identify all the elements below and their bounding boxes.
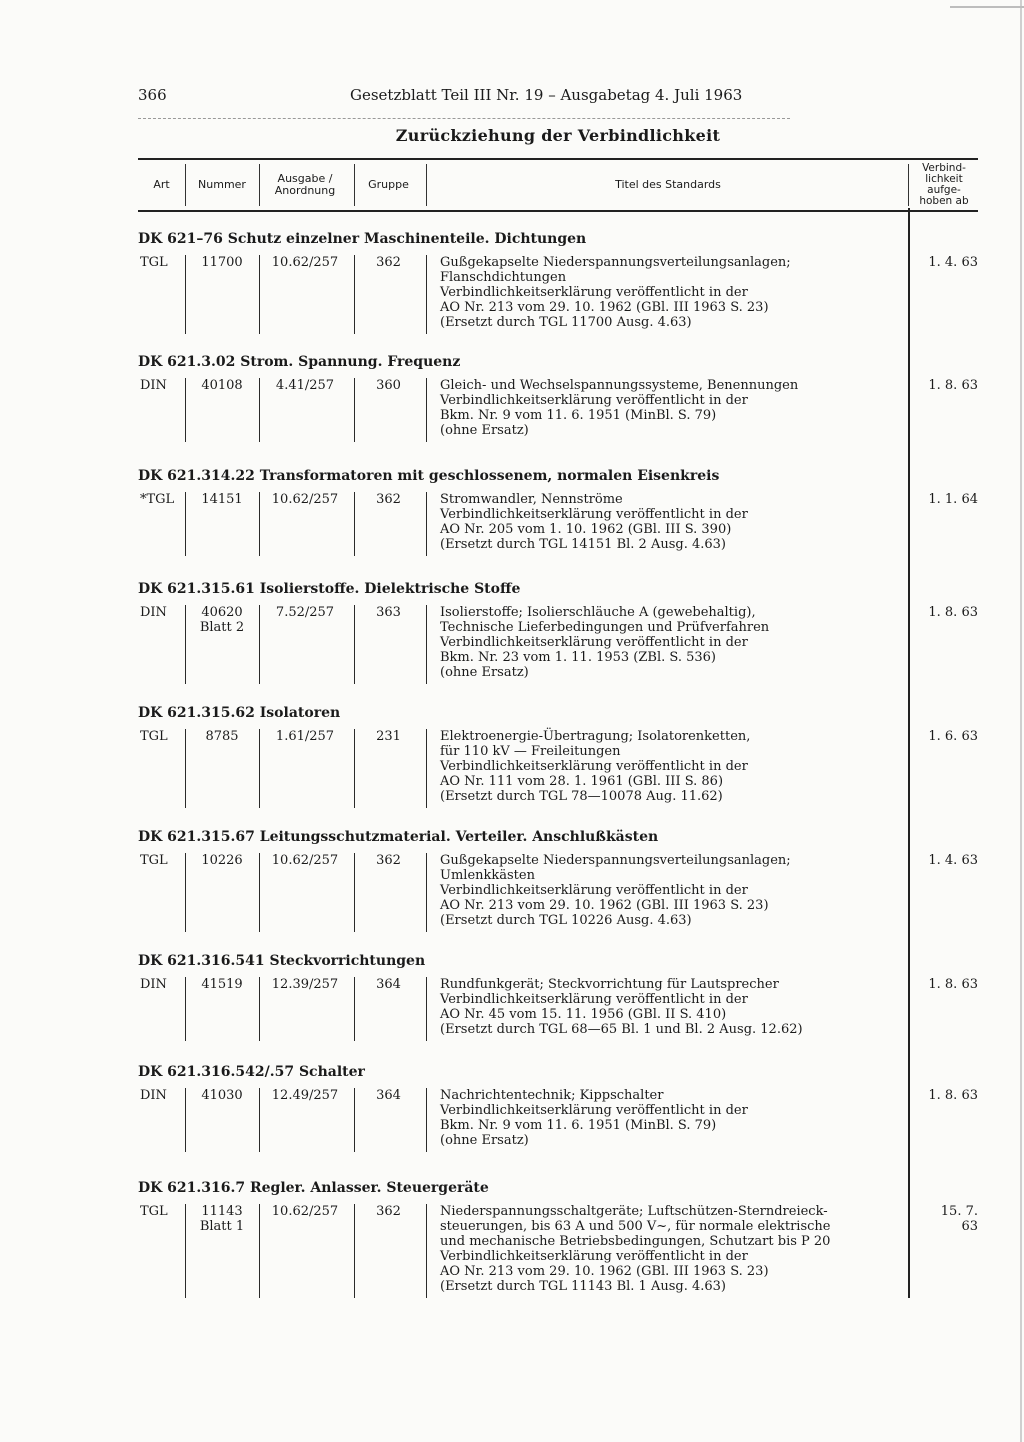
nummer-line: 41030 <box>201 1088 243 1103</box>
cell-gruppe: 363 <box>376 605 401 620</box>
cell-ausgabe: 10.62/257 <box>271 853 339 868</box>
column-separator <box>185 605 186 684</box>
column-separator <box>185 255 186 334</box>
titel-line: Stromwandler, Nennströme <box>440 492 623 507</box>
cell-aufgehoben-ab: 1. 8. 63 <box>928 378 978 393</box>
titel-line: (ohne Ersatz) <box>440 1133 529 1148</box>
cell-ausgabe: 4.41/257 <box>275 378 335 393</box>
titel-line: Technische Lieferbedingungen und Prüfverfahren <box>440 620 770 635</box>
titel-line: Bkm. Nr. 23 vom 1. 11. 1953 (ZBl. S. 536) <box>440 650 716 665</box>
titel-line: AO Nr. 213 vom 29. 10. 1962 (GBl. III 1963 S. 23) <box>440 898 769 913</box>
page-number: 366 <box>138 86 167 104</box>
titel-line: Verbindlichkeitserklärung veröffentlicht in der <box>440 507 748 522</box>
column-separator <box>354 1204 355 1298</box>
cell-ausgabe: 7.52/257 <box>275 605 335 620</box>
titel-line: steuerungen, bis 63 A und 500 V~, für normale elektrische <box>440 1219 831 1234</box>
cell-nummer <box>185 605 259 635</box>
nummer-line: Blatt 1 <box>199 1219 245 1234</box>
cell-titel <box>440 605 905 680</box>
titel-line: Gußgekapselte Niederspannungsverteilungsanlagen; <box>440 853 791 868</box>
column-separator <box>426 977 427 1041</box>
column-separator <box>185 729 186 808</box>
titel-line: Verbindlichkeitserklärung veröffentlicht in der <box>440 1103 748 1118</box>
titel-line: Verbindlichkeitserklärung veröffentlicht in der <box>440 1249 748 1264</box>
titel-line: Isolierstoffe; Isolierschläuche A (gewebehaltig), <box>440 605 756 620</box>
cell-aufgehoben-ab: 1. 4. 63 <box>928 853 978 868</box>
cell-nummer <box>185 853 259 868</box>
titel-line: (Ersetzt durch TGL 10226 Ausg. 4.63) <box>440 913 692 928</box>
titel-line: Verbindlichkeitserklärung veröffentlicht in der <box>440 285 748 300</box>
cell-aufgehoben-ab: 1. 8. 63 <box>928 1088 978 1103</box>
nummer-line: 11143 <box>201 1204 243 1219</box>
cell-titel <box>440 255 905 330</box>
cell-ausgabe: 12.49/257 <box>271 1088 339 1103</box>
titel-line: (Ersetzt durch TGL 14151 Bl. 2 Ausg. 4.63) <box>440 537 726 552</box>
titel-line: Niederspannungsschaltgeräte; Luftschützen-Sterndreieck- <box>440 1204 828 1219</box>
titel-line: Verbindlichkeitserklärung veröffentlicht in der <box>440 759 748 774</box>
header-separator <box>354 164 355 206</box>
titel-line: Gleich- und Wechselspannungssysteme, Benennungen <box>440 378 799 393</box>
header-separator <box>908 164 909 206</box>
group-heading: DK 621.316.541 Steckvorrichtungen <box>138 953 426 969</box>
cell-titel <box>440 853 905 928</box>
col-header-titel: Titel des Standards <box>615 178 721 191</box>
table-row <box>138 605 978 684</box>
group-heading: DK 621.316.542/.57 Schalter <box>138 1064 365 1080</box>
column-separator <box>259 255 260 334</box>
titel-line: Flanschdichtungen <box>440 270 567 285</box>
cell-ausgabe: 1.61/257 <box>275 729 335 744</box>
cell-nummer <box>185 492 259 507</box>
nummer-line: 40108 <box>201 378 243 393</box>
titel-line: Verbindlichkeitserklärung veröffentlicht in der <box>440 883 748 898</box>
running-title: Gesetzblatt Teil III Nr. 19 – Ausgabetag 4. Juli 1963 <box>350 86 743 104</box>
cell-gruppe: 364 <box>376 977 401 992</box>
nummer-line: 8785 <box>205 729 239 744</box>
titel-line: AO Nr. 45 vom 15. 11. 1956 (GBl. II S. 410) <box>440 1007 727 1022</box>
group-heading: DK 621.315.67 Leitungsschutzmaterial. Verteiler. Anschlußkästen <box>138 829 659 845</box>
column-separator <box>354 492 355 556</box>
cell-aufgehoben-ab: 15. 7. 63 <box>940 1204 978 1234</box>
cell-nummer <box>185 1088 259 1103</box>
table-row <box>138 729 978 808</box>
table-row <box>138 977 978 1041</box>
column-separator <box>185 378 186 442</box>
header-separator <box>426 164 427 206</box>
column-separator <box>259 605 260 684</box>
cell-aufgehoben-ab: 1. 6. 63 <box>928 729 978 744</box>
column-separator <box>259 1204 260 1298</box>
col-header-aufgehoben-ab: Verbind- lichkeit aufge- hoben ab <box>919 162 969 207</box>
group-heading: DK 621.316.7 Regler. Anlasser. Steuergeräte <box>138 1180 489 1196</box>
column-separator <box>426 1204 427 1298</box>
running-head <box>138 86 978 108</box>
group-heading: DK 621–76 Schutz einzelner Maschinenteile. Dichtungen <box>138 231 587 247</box>
column-separator <box>259 853 260 932</box>
cell-gruppe: 364 <box>376 1088 401 1103</box>
table-row <box>138 1204 978 1298</box>
column-separator <box>426 1088 427 1152</box>
nummer-line: Blatt 2 <box>199 620 245 635</box>
cell-gruppe: 362 <box>376 492 401 507</box>
section-title: Zurückziehung der Verbindlichkeit <box>395 126 721 145</box>
table-row <box>138 255 978 334</box>
titel-line: Gußgekapselte Niederspannungsverteilungsanlagen; <box>440 255 791 270</box>
cell-titel <box>440 729 905 804</box>
column-separator <box>354 853 355 932</box>
column-separator <box>426 255 427 334</box>
header-separator <box>259 164 260 206</box>
titel-line: Verbindlichkeitserklärung veröffentlicht in der <box>440 393 748 408</box>
column-separator <box>354 255 355 334</box>
column-separator <box>426 605 427 684</box>
titel-line: AO Nr. 205 vom 1. 10. 1962 (GBl. III S. 390) <box>440 522 732 537</box>
cell-titel <box>440 1088 905 1148</box>
titel-line: (ohne Ersatz) <box>440 665 529 680</box>
titel-line: AO Nr. 213 vom 29. 10. 1962 (GBl. III 1963 S. 23) <box>440 1264 769 1279</box>
column-separator <box>259 1088 260 1152</box>
cell-titel <box>440 977 905 1037</box>
titel-line: Rundfunkgerät; Steckvorrichtung für Lautsprecher <box>440 977 779 992</box>
titel-line: (ohne Ersatz) <box>440 423 529 438</box>
cell-nummer <box>185 378 259 393</box>
cell-nummer <box>185 977 259 992</box>
cell-art: TGL <box>140 853 168 868</box>
scan-corner-line <box>950 6 1024 8</box>
cell-aufgehoben-ab: 1. 1. 64 <box>928 492 978 507</box>
column-separator <box>354 378 355 442</box>
cell-art: TGL <box>140 729 168 744</box>
column-separator <box>354 605 355 684</box>
scan-edge-line <box>1020 0 1022 1442</box>
column-separator <box>259 492 260 556</box>
column-separator <box>426 492 427 556</box>
col-header-gruppe: Gruppe <box>368 178 409 191</box>
titel-line: Elektroenergie-Übertragung; Isolatorenketten, <box>440 729 751 744</box>
nummer-line: 10226 <box>201 853 243 868</box>
column-separator <box>259 729 260 808</box>
column-separator <box>426 729 427 808</box>
group-heading: DK 621.314.22 Transformatoren mit geschlossenem, normalen Eisenkreis <box>138 468 720 484</box>
column-separator <box>259 378 260 442</box>
cell-titel <box>440 1204 905 1294</box>
nummer-line: 41519 <box>201 977 243 992</box>
cell-aufgehoben-ab: 1. 4. 63 <box>928 255 978 270</box>
column-separator <box>354 977 355 1041</box>
titel-line: Umlenkkästen <box>440 868 535 883</box>
header-rule <box>138 118 790 119</box>
cell-nummer <box>185 729 259 744</box>
column-separator <box>185 977 186 1041</box>
cell-art: DIN <box>140 378 167 393</box>
column-separator <box>185 1204 186 1298</box>
table-row <box>138 492 978 556</box>
cell-gruppe: 362 <box>376 1204 401 1219</box>
nummer-line: 11700 <box>201 255 243 270</box>
group-heading: DK 621.315.61 Isolierstoffe. Dielektrische Stoffe <box>138 581 521 597</box>
column-separator <box>185 1088 186 1152</box>
cell-ausgabe: 10.62/257 <box>271 492 339 507</box>
cell-titel <box>440 492 905 552</box>
cell-art: TGL <box>140 255 168 270</box>
titel-line: (Ersetzt durch TGL 68—65 Bl. 1 und Bl. 2 Ausg. 12.62) <box>440 1022 803 1037</box>
column-separator <box>354 729 355 808</box>
table-row <box>138 853 978 932</box>
column-separator <box>259 977 260 1041</box>
column-separator <box>185 853 186 932</box>
cell-gruppe: 360 <box>376 378 401 393</box>
column-separator <box>426 853 427 932</box>
col-header-ausgabe: Ausgabe / Anordnung <box>274 172 336 197</box>
titel-line: Nachrichtentechnik; Kippschalter <box>440 1088 664 1103</box>
col-header-art: Art <box>153 178 170 191</box>
cell-art: DIN <box>140 605 167 620</box>
cell-gruppe: 362 <box>376 853 401 868</box>
nummer-line: 40620 <box>201 605 243 620</box>
cell-titel <box>440 378 905 438</box>
titel-line: (Ersetzt durch TGL 78—10078 Aug. 11.62) <box>440 789 723 804</box>
table-row <box>138 378 978 442</box>
group-heading: DK 621.315.62 Isolatoren <box>138 705 341 721</box>
titel-line: Verbindlichkeitserklärung veröffentlicht in der <box>440 635 748 650</box>
cell-gruppe: 231 <box>376 729 401 744</box>
titel-line: Bkm. Nr. 9 vom 11. 6. 1951 (MinBl. S. 79) <box>440 408 717 423</box>
cell-gruppe: 362 <box>376 255 401 270</box>
col-header-nummer: Nummer <box>198 178 246 191</box>
titel-line: Verbindlichkeitserklärung veröffentlicht in der <box>440 992 748 1007</box>
group-heading: DK 621.3.02 Strom. Spannung. Frequenz <box>138 354 461 370</box>
column-separator <box>426 378 427 442</box>
cell-ausgabe: 10.62/257 <box>271 255 339 270</box>
cell-art: DIN <box>140 1088 167 1103</box>
cell-art: *TGL <box>140 492 175 507</box>
cell-art: DIN <box>140 977 167 992</box>
nummer-line: 14151 <box>201 492 243 507</box>
titel-line: (Ersetzt durch TGL 11700 Ausg. 4.63) <box>440 315 692 330</box>
cell-nummer <box>185 255 259 270</box>
titel-line: (Ersetzt durch TGL 11143 Bl. 1 Ausg. 4.63) <box>440 1279 726 1294</box>
header-separator <box>185 164 186 206</box>
table-header <box>138 158 978 212</box>
column-separator <box>354 1088 355 1152</box>
cell-ausgabe: 12.39/257 <box>271 977 339 992</box>
titel-line: Bkm. Nr. 9 vom 11. 6. 1951 (MinBl. S. 79) <box>440 1118 717 1133</box>
cell-aufgehoben-ab: 1. 8. 63 <box>928 977 978 992</box>
titel-line: AO Nr. 213 vom 29. 10. 1962 (GBl. III 1963 S. 23) <box>440 300 769 315</box>
titel-line: AO Nr. 111 vom 28. 1. 1961 (GBl. III S. 86) <box>440 774 724 789</box>
cell-ausgabe: 10.62/257 <box>271 1204 339 1219</box>
column-separator <box>185 492 186 556</box>
table-row <box>138 1088 978 1152</box>
cell-nummer <box>185 1204 259 1234</box>
cell-art: TGL <box>140 1204 168 1219</box>
cell-aufgehoben-ab: 1. 8. 63 <box>928 605 978 620</box>
titel-line: für 110 kV — Freileitungen <box>440 744 621 759</box>
titel-line: und mechanische Betriebsbedingungen, Schutzart bis P 20 <box>440 1234 831 1249</box>
